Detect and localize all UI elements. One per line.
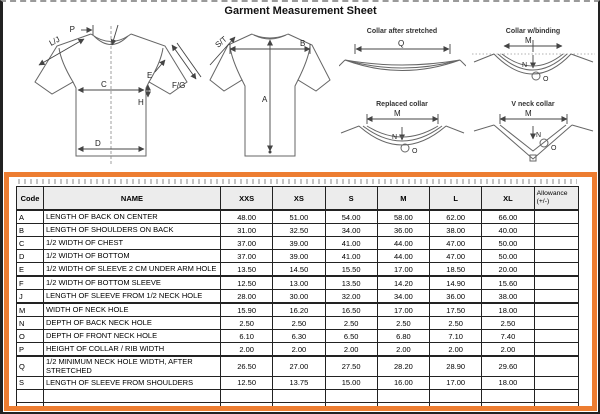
front-shirt-diagram bbox=[25, 18, 210, 170]
allowance-cell bbox=[534, 237, 578, 250]
code-cell: M bbox=[17, 303, 44, 317]
size-value-cell: 13.00 bbox=[273, 276, 325, 290]
header-row bbox=[17, 187, 579, 211]
code-cell: S bbox=[17, 376, 44, 389]
empty-cell bbox=[220, 389, 272, 402]
collar-binding-diagram bbox=[470, 24, 597, 95]
label-e: E bbox=[147, 71, 153, 80]
size-value-cell: 2.50 bbox=[430, 317, 482, 330]
collar-replaced-diagram bbox=[339, 97, 466, 168]
size-value-cell: 44.00 bbox=[377, 237, 429, 250]
empty-cell bbox=[43, 389, 220, 402]
table-row bbox=[17, 237, 579, 250]
empty-cell bbox=[273, 389, 325, 402]
col-header-l: L bbox=[430, 187, 482, 211]
size-value-cell: 15.50 bbox=[325, 263, 377, 277]
col-header-xxs: XXS bbox=[220, 187, 272, 211]
size-value-cell: 39.00 bbox=[273, 237, 325, 250]
size-value-cell: 15.60 bbox=[482, 276, 534, 290]
size-value-cell: 6.10 bbox=[220, 330, 272, 343]
size-value-cell: 32.50 bbox=[273, 224, 325, 237]
size-value-cell: 38.00 bbox=[430, 224, 482, 237]
collar-diagrams bbox=[339, 24, 597, 168]
label-lj: L/J bbox=[47, 34, 62, 48]
col-header-name: NAME bbox=[43, 187, 220, 211]
label-c: C bbox=[101, 80, 107, 89]
allowance-cell bbox=[534, 250, 578, 263]
collar-vneck-shape bbox=[474, 125, 593, 161]
size-value-cell: 29.60 bbox=[482, 356, 534, 376]
measurement-table-body bbox=[17, 210, 579, 406]
size-value-cell: 34.00 bbox=[325, 224, 377, 237]
size-value-cell: 15.00 bbox=[325, 376, 377, 389]
size-value-cell: 2.50 bbox=[325, 317, 377, 330]
empty-cell bbox=[325, 402, 377, 406]
size-value-cell: 28.00 bbox=[220, 290, 272, 304]
size-value-cell: 13.50 bbox=[325, 276, 377, 290]
col-header-allowance bbox=[534, 187, 578, 211]
table-row bbox=[17, 343, 579, 357]
name-cell: HEIGHT OF COLLAR / RIB WIDTH bbox=[43, 343, 220, 357]
allowance-line1: Allowance bbox=[536, 189, 568, 197]
size-value-cell: 26.50 bbox=[220, 356, 272, 376]
label-o-binding: O bbox=[543, 76, 549, 83]
name-cell: LENGTH OF BACK ON CENTER bbox=[43, 210, 220, 224]
page-title: Garment Measurement Sheet bbox=[224, 5, 377, 17]
size-value-cell: 2.50 bbox=[220, 317, 272, 330]
code-cell: J bbox=[17, 290, 44, 304]
empty-cell bbox=[377, 389, 429, 402]
label-b: B bbox=[300, 39, 306, 48]
size-value-cell: 66.00 bbox=[482, 210, 534, 224]
size-value-cell: 18.00 bbox=[482, 303, 534, 317]
label-n-replaced: N bbox=[392, 134, 398, 141]
label-o-replaced: O bbox=[412, 148, 418, 155]
size-value-cell: 2.00 bbox=[430, 343, 482, 357]
size-value-cell: 16.20 bbox=[273, 303, 325, 317]
label-d: D bbox=[95, 139, 101, 148]
allowance-cell bbox=[534, 356, 578, 376]
diagram-section bbox=[3, 2, 598, 172]
name-cell: DEPTH OF FRONT NECK HOLE bbox=[43, 330, 220, 343]
empty-cell bbox=[377, 402, 429, 406]
clipped-text-strip bbox=[18, 179, 577, 184]
allowance-cell bbox=[534, 290, 578, 304]
collar-stretched-caption: Collar after stretched bbox=[366, 28, 438, 35]
size-value-cell: 41.00 bbox=[325, 237, 377, 250]
size-value-cell: 51.00 bbox=[273, 210, 325, 224]
code-cell: D bbox=[17, 250, 44, 263]
size-value-cell: 2.50 bbox=[482, 317, 534, 330]
collar-replaced-caption: Replaced collar bbox=[376, 101, 428, 108]
size-value-cell: 37.00 bbox=[220, 250, 272, 263]
empty-cell bbox=[43, 402, 220, 406]
allowance-cell bbox=[534, 317, 578, 330]
size-value-cell: 12.50 bbox=[220, 276, 272, 290]
collar-replaced-measure bbox=[367, 114, 438, 140]
size-value-cell: 36.00 bbox=[377, 224, 429, 237]
name-cell: 1/2 WIDTH OF SLEEVE 2 CM UNDER ARM HOLE bbox=[43, 263, 220, 277]
size-value-cell: 62.00 bbox=[430, 210, 482, 224]
measurement-table-area bbox=[9, 177, 592, 406]
size-value-cell: 58.00 bbox=[377, 210, 429, 224]
size-value-cell: 14.20 bbox=[377, 276, 429, 290]
label-m-replaced: M bbox=[394, 109, 401, 118]
measurement-table-frame bbox=[4, 172, 597, 411]
size-value-cell: 16.00 bbox=[377, 376, 429, 389]
table-row bbox=[17, 276, 579, 290]
empty-cell bbox=[220, 402, 272, 406]
empty-cell bbox=[534, 389, 578, 402]
allowance-cell bbox=[534, 276, 578, 290]
empty-cell bbox=[482, 402, 534, 406]
label-a: A bbox=[262, 95, 268, 104]
size-value-cell: 28.20 bbox=[377, 356, 429, 376]
size-value-cell: 48.00 bbox=[220, 210, 272, 224]
allowance-cell bbox=[534, 330, 578, 343]
table-row bbox=[17, 376, 579, 389]
name-cell: LENGTH OF SHOULDERS ON BACK bbox=[43, 224, 220, 237]
size-value-cell: 32.00 bbox=[325, 290, 377, 304]
code-cell: E bbox=[17, 263, 44, 277]
allowance-cell bbox=[534, 263, 578, 277]
empty-cell bbox=[430, 402, 482, 406]
col-header-s: S bbox=[325, 187, 377, 211]
size-value-cell: 13.75 bbox=[273, 376, 325, 389]
size-value-cell: 2.00 bbox=[273, 343, 325, 357]
size-value-cell: 6.50 bbox=[325, 330, 377, 343]
table-row bbox=[17, 263, 579, 277]
col-header-xl: XL bbox=[482, 187, 534, 211]
table-row bbox=[17, 303, 579, 317]
size-value-cell: 12.50 bbox=[220, 376, 272, 389]
table-row bbox=[17, 290, 579, 304]
size-value-cell: 50.00 bbox=[482, 250, 534, 263]
collar-stretched-diagram bbox=[339, 24, 466, 95]
label-n-vneck: N bbox=[536, 132, 542, 139]
label-n-binding: N bbox=[522, 62, 528, 69]
size-value-cell: 2.00 bbox=[482, 343, 534, 357]
size-value-cell: 37.00 bbox=[220, 237, 272, 250]
size-value-cell: 39.00 bbox=[273, 250, 325, 263]
empty-row bbox=[17, 389, 579, 402]
name-cell: 1/2 WIDTH OF BOTTOM bbox=[43, 250, 220, 263]
name-cell: LENGTH OF SLEEVE FROM SHOULDERS bbox=[43, 376, 220, 389]
label-fg: F/G bbox=[172, 81, 186, 90]
code-cell: C bbox=[17, 237, 44, 250]
size-value-cell: 44.00 bbox=[377, 250, 429, 263]
col-header-code: Code bbox=[17, 187, 44, 211]
size-value-cell: 36.00 bbox=[430, 290, 482, 304]
size-value-cell: 40.00 bbox=[482, 224, 534, 237]
empty-cell bbox=[325, 389, 377, 402]
size-value-cell: 38.00 bbox=[482, 290, 534, 304]
collar-binding-caption: Collar w/binding bbox=[505, 28, 561, 35]
allowance-cell bbox=[534, 343, 578, 357]
label-m-binding: M bbox=[525, 36, 532, 45]
collar-vneck-diagram bbox=[470, 97, 597, 168]
code-cell: F bbox=[17, 276, 44, 290]
label-h: H bbox=[138, 98, 144, 107]
size-value-cell: 17.00 bbox=[377, 303, 429, 317]
size-value-cell: 14.50 bbox=[273, 263, 325, 277]
code-cell: O bbox=[17, 330, 44, 343]
name-cell: 1/2 WIDTH OF BOTTOM SLEEVE bbox=[43, 276, 220, 290]
table-row bbox=[17, 317, 579, 330]
empty-row bbox=[17, 402, 579, 406]
table-row bbox=[17, 250, 579, 263]
size-value-cell: 7.10 bbox=[430, 330, 482, 343]
name-cell: LENGTH OF SLEEVE FROM 1/2 NECK HOLE bbox=[43, 290, 220, 304]
name-cell: 1/2 MINIMUM NECK HOLE WIDTH, AFTER STRETCHED bbox=[43, 356, 220, 376]
size-value-cell: 27.50 bbox=[325, 356, 377, 376]
size-value-cell: 2.00 bbox=[325, 343, 377, 357]
collar-vneck-measure bbox=[500, 114, 567, 139]
size-value-cell: 15.90 bbox=[220, 303, 272, 317]
label-o-vneck: O bbox=[551, 145, 557, 152]
empty-cell bbox=[17, 402, 44, 406]
size-value-cell: 18.50 bbox=[430, 263, 482, 277]
col-header-m: M bbox=[377, 187, 429, 211]
size-value-cell: 27.00 bbox=[273, 356, 325, 376]
allowance-cell bbox=[534, 210, 578, 224]
empty-cell bbox=[482, 389, 534, 402]
empty-cell bbox=[430, 389, 482, 402]
size-value-cell: 50.00 bbox=[482, 237, 534, 250]
allowance-cell bbox=[534, 376, 578, 389]
allowance-line2: (+/-) bbox=[536, 198, 550, 205]
size-value-cell: 2.00 bbox=[220, 343, 272, 357]
size-value-cell: 34.00 bbox=[377, 290, 429, 304]
name-cell: WIDTH OF NECK HOLE bbox=[43, 303, 220, 317]
label-m-vneck: M bbox=[525, 109, 532, 118]
table-row bbox=[17, 210, 579, 224]
size-value-cell: 7.40 bbox=[482, 330, 534, 343]
size-value-cell: 18.00 bbox=[482, 376, 534, 389]
size-value-cell: 2.50 bbox=[273, 317, 325, 330]
empty-cell bbox=[273, 402, 325, 406]
size-value-cell: 28.90 bbox=[430, 356, 482, 376]
table-row bbox=[17, 330, 579, 343]
size-value-cell: 30.00 bbox=[273, 290, 325, 304]
size-value-cell: 2.00 bbox=[377, 343, 429, 357]
size-value-cell: 6.80 bbox=[377, 330, 429, 343]
collar-stretched-shape bbox=[339, 60, 466, 71]
size-value-cell: 17.00 bbox=[377, 263, 429, 277]
collar-vneck-caption: V neck collar bbox=[511, 101, 555, 108]
empty-cell bbox=[17, 389, 44, 402]
allowance-cell bbox=[534, 303, 578, 317]
allowance-cell bbox=[534, 224, 578, 237]
size-value-cell: 17.00 bbox=[430, 376, 482, 389]
col-header-xs: XS bbox=[273, 187, 325, 211]
label-q: Q bbox=[398, 39, 405, 48]
size-value-cell: 14.90 bbox=[430, 276, 482, 290]
table-row bbox=[17, 356, 579, 376]
code-cell: Q bbox=[17, 356, 44, 376]
size-value-cell: 20.00 bbox=[482, 263, 534, 277]
back-shirt-diagram bbox=[208, 18, 343, 170]
label-p: P bbox=[69, 25, 75, 34]
measurement-table bbox=[16, 186, 579, 406]
size-value-cell: 13.50 bbox=[220, 263, 272, 277]
code-cell: N bbox=[17, 317, 44, 330]
collar-replaced-shape bbox=[341, 126, 464, 152]
name-cell: DEPTH OF BACK NECK HOLE bbox=[43, 317, 220, 330]
size-value-cell: 47.00 bbox=[430, 237, 482, 250]
size-value-cell: 41.00 bbox=[325, 250, 377, 263]
size-value-cell: 6.30 bbox=[273, 330, 325, 343]
code-cell: A bbox=[17, 210, 44, 224]
size-value-cell: 47.00 bbox=[430, 250, 482, 263]
code-cell: B bbox=[17, 224, 44, 237]
code-cell: P bbox=[17, 343, 44, 357]
size-value-cell: 16.50 bbox=[325, 303, 377, 317]
name-cell: 1/2 WIDTH OF CHEST bbox=[43, 237, 220, 250]
size-value-cell: 54.00 bbox=[325, 210, 377, 224]
label-st: S/T bbox=[213, 34, 229, 50]
collar-binding-shape bbox=[474, 54, 593, 80]
size-value-cell: 2.50 bbox=[377, 317, 429, 330]
empty-cell bbox=[534, 402, 578, 406]
size-value-cell: 17.50 bbox=[430, 303, 482, 317]
table-row bbox=[17, 224, 579, 237]
size-value-cell: 31.00 bbox=[220, 224, 272, 237]
